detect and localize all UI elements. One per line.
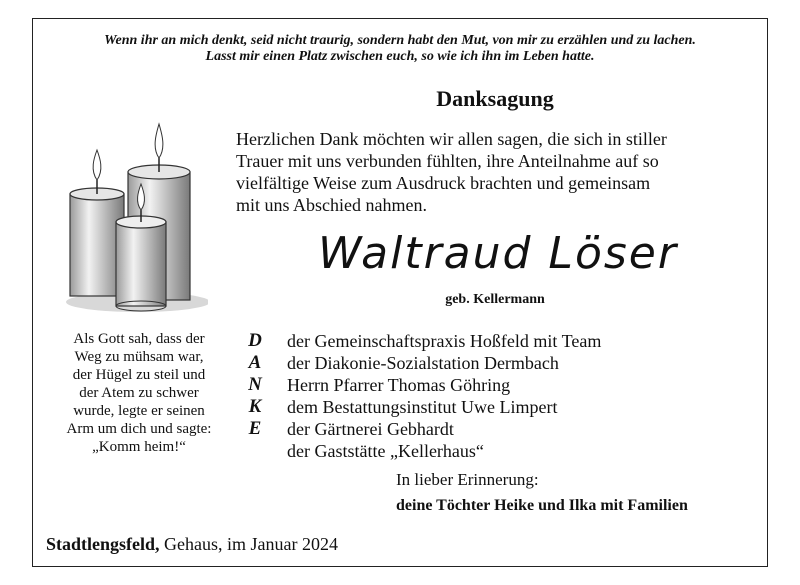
candles-illustration bbox=[58, 110, 208, 320]
intro-line: mit uns Abschied nahmen. bbox=[236, 195, 427, 215]
danke-acrostic bbox=[240, 330, 270, 440]
thanks-item: der Gemeinschaftspraxis Hoßfeld mit Team bbox=[287, 331, 602, 351]
intro-line: vielfältige Weise zum Ausdruck brachten und gemeinsam bbox=[236, 173, 651, 193]
place-rest: Gehaus, im Januar 2024 bbox=[159, 534, 338, 554]
closing-family: deine Töchter Heike und Ilka mit Familien bbox=[396, 497, 688, 514]
poem-line: der Atem zu schwer bbox=[79, 385, 199, 401]
deceased-name: Waltraud Löser bbox=[318, 228, 678, 279]
thanks-item: der Gaststätte „Kellerhaus“ bbox=[287, 441, 484, 461]
poem-line: Als Gott sah, dass der bbox=[73, 331, 205, 347]
danke-letter: E bbox=[248, 418, 262, 439]
poem-line: der Hügel zu steil und bbox=[72, 367, 206, 383]
danke-letter: K bbox=[248, 396, 262, 417]
thanks-item: dem Bestattungsinstitut Uwe Limpert bbox=[287, 397, 558, 417]
place-date bbox=[46, 534, 338, 555]
danke-letter: A bbox=[248, 352, 262, 373]
place-town: Stadtlengsfeld, bbox=[46, 534, 160, 554]
poem-line: Arm um dich und sagte: bbox=[66, 421, 212, 437]
closing-memory: In lieber Erinnerung: bbox=[396, 470, 539, 489]
poem bbox=[46, 330, 232, 456]
poem-line: „Komm heim!“ bbox=[92, 439, 186, 455]
thanks-list bbox=[287, 330, 601, 462]
thanks-item: der Gärtnerei Gebhardt bbox=[287, 419, 454, 439]
motto-line-2: Lasst mir einen Platz zwischen euch, so wie ich ihn im Leben hatte. bbox=[205, 49, 595, 64]
danke-letter: N bbox=[248, 374, 262, 395]
maiden-name: geb. Kellermann bbox=[445, 292, 545, 307]
intro-line: Herzlichen Dank möchten wir allen sagen, die sich in stiller bbox=[236, 129, 667, 149]
thanks-item: Herrn Pfarrer Thomas Göhring bbox=[287, 375, 511, 395]
poem-line: wurde, legte er seinen bbox=[73, 403, 205, 419]
intro-text bbox=[236, 128, 736, 216]
heading: Danksagung bbox=[436, 86, 554, 111]
thanks-item: der Diakonie-Sozialstation Dermbach bbox=[287, 353, 559, 373]
motto-line-1: Wenn ihr an mich denkt, seid nicht traurig, sondern habt den Mut, von mir zu erzählen und zu lachen. bbox=[104, 33, 696, 48]
danke-letter: D bbox=[248, 330, 262, 351]
poem-line: Weg zu mühsam war, bbox=[74, 349, 204, 365]
intro-line: Trauer mit uns verbunden fühlten, ihre Anteilnahme auf so bbox=[236, 151, 659, 171]
